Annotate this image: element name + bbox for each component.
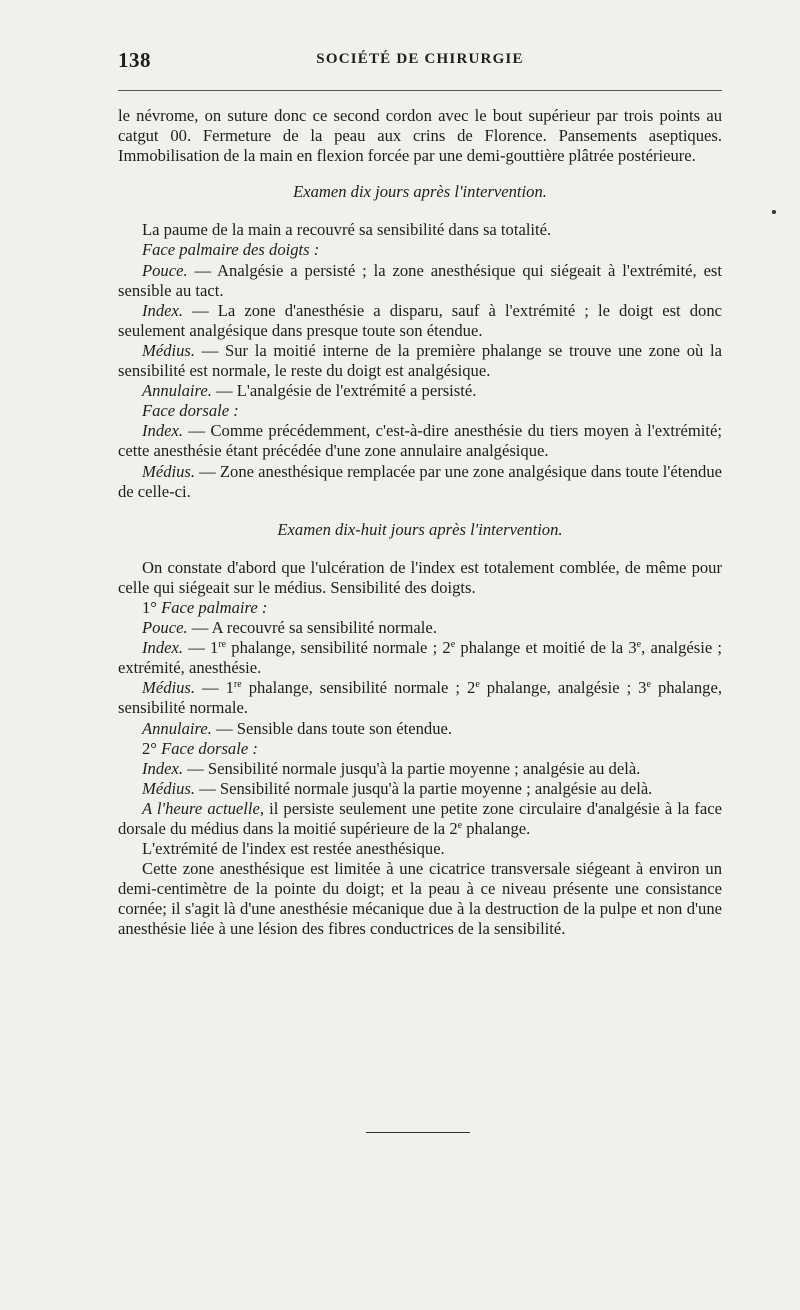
ordinal-suffix: e — [636, 639, 642, 651]
finger-entry-medius — [118, 341, 722, 381]
paragraph: On constate d'abord que l'ulcération de l'index est totalement comblée, de même pour celle qui siégeait sur le médius. Sensibilité des doigts. — [118, 557, 722, 597]
subheading-palmar — [118, 240, 722, 260]
finger-text: — Sensibilité normale jusqu'à la partie moyenne ; analgésie au delà. — [183, 758, 641, 778]
finger-label: Pouce. — [142, 618, 188, 638]
emphasis-label: A l'heure actuelle, — [142, 798, 265, 818]
finger-text: — Zone anesthésique remplacée par une zone analgésique dans toute l'étendue de celle-ci. — [118, 461, 722, 501]
finger-entry-pouce — [118, 261, 722, 301]
finger-text: phalange, sensibilité normale. — [118, 678, 722, 718]
finger-entry-medius-dorsal — [118, 779, 722, 799]
subheading-dorsal — [118, 739, 722, 759]
page-number: 138 — [118, 48, 151, 72]
finger-entry-index-dorsal — [118, 421, 722, 461]
ordinal-suffix: e — [646, 679, 651, 691]
finger-text: — 1 — [183, 638, 219, 658]
page-header — [118, 48, 722, 76]
finger-entry-index — [118, 638, 722, 678]
finger-label: Index. — [142, 300, 183, 320]
paragraph: La paume de la main a recouvré sa sensibilité dans sa totalité. — [142, 220, 552, 240]
finger-text: — Comme précédemment, c'est-à-dire anesthésie du tiers moyen à l'extrémité; cette anesthésie étant précédée d'une zone annulaire analgésique. — [118, 421, 722, 461]
finger-entry-index-dorsal — [118, 759, 722, 779]
paragraph-text: il persiste seulement une petite zone circulaire d'analgésie à la face dorsale du médius dans la moitié supérieure de la 2 — [118, 798, 722, 838]
finger-text: — A recouvré sa sensibilité normale. — [187, 618, 437, 638]
subheading-dorsal — [118, 401, 722, 421]
header-rule — [118, 90, 722, 91]
finger-label: Index. — [142, 421, 183, 441]
finger-label: Index. — [142, 758, 183, 778]
paragraph: L'extrémité de l'index est restée anesthésique. — [142, 839, 445, 859]
finger-text: — La zone d'anesthésie a disparu, sauf à l'extrémité ; le doigt est donc seulement analgésique dans presque toute son étendue. — [118, 300, 722, 340]
margin-speck — [772, 210, 776, 214]
finger-text: — Sensible dans toute son étendue. — [211, 718, 453, 738]
finger-text: phalange, sensibilité normale ; 2 — [226, 638, 451, 658]
finger-label: Index. — [142, 638, 183, 658]
finger-entry-medius-dorsal — [118, 462, 722, 502]
finger-text: — Sur la moitié interne de la première phalange se trouve une zone où la sensibilité est normale, le reste du doigt est analgésique. — [118, 340, 722, 381]
finger-entry-medius — [118, 678, 722, 718]
subheading-number: 2° — [142, 738, 157, 758]
subheading-palmar — [118, 598, 722, 618]
finger-text: phalange, analgésie ; 3 — [479, 678, 647, 698]
finger-label: Pouce. — [142, 260, 188, 280]
finger-label: Annulaire. — [142, 381, 212, 401]
running-head: SOCIÉTÉ DE CHIRURGIE — [316, 51, 524, 67]
finger-entry-pouce — [118, 618, 722, 638]
end-rule — [366, 1132, 470, 1133]
finger-text: phalange et moitié de la 3 — [455, 638, 637, 658]
finger-text: — L'analgésie de l'extrémité a persisté. — [211, 381, 477, 401]
subheading-text: Face palmaire : — [161, 597, 268, 617]
paragraph-text: phalange. — [462, 819, 531, 838]
section-heading-ten-days: Examen dix jours après l'intervention. — [293, 182, 547, 202]
finger-entry-index — [118, 301, 722, 341]
ordinal-suffix: e — [450, 639, 456, 651]
paragraph-continuation: le névrome, on suture donc ce second cordon avec le bout supérieur par trois points au catgut 00. Fermeture de la peau aux crins de Florence. Pansements aseptiques. Immobilisation de la main en flexion forcée par une demi-gouttière plâtrée postérieure. — [118, 106, 722, 166]
finger-entry-annulaire — [118, 719, 722, 739]
finger-text: — Sensibilité normale jusqu'à la partie moyenne ; analgésie au delà. — [195, 778, 653, 798]
ordinal-suffix: re — [233, 679, 242, 691]
ordinal-suffix: re — [218, 639, 227, 651]
subheading-text: Face dorsale : — [161, 738, 258, 758]
subheading-number: 1° — [142, 597, 157, 617]
finger-entry-annulaire — [118, 381, 722, 401]
finger-label: Médius. — [142, 678, 195, 698]
paragraph-current-state — [118, 799, 722, 839]
finger-text: phalange, sensibilité normale ; 2 — [241, 678, 476, 698]
finger-label: Annulaire. — [142, 718, 212, 738]
body-text — [118, 106, 722, 940]
finger-label: Médius. — [142, 340, 195, 360]
finger-text: — Analgésie a persisté ; la zone anesthésique qui siégeait à l'extrémité, est sensible au tact. — [118, 260, 722, 300]
finger-text: — 1 — [195, 678, 234, 698]
subheading-text: Face palmaire des doigts : — [142, 240, 320, 260]
finger-text: , analgésie ; extrémité, anesthésie. — [118, 638, 722, 678]
ordinal-suffix: e — [475, 679, 480, 691]
subheading-text: Face dorsale : — [142, 401, 239, 421]
finger-label: Médius. — [142, 778, 195, 798]
finger-label: Médius. — [142, 461, 195, 481]
section-heading-eighteen-days: Examen dix-huit jours après l'intervention. — [277, 519, 563, 539]
paragraph-conclusion: Cette zone anesthésique est limitée à une cicatrice transversale siégeant à environ un demi-centimètre de la pointe du doigt; et la peau à ce niveau présente une consistance cornée; il s'agit là d'une anesthésie mécanique due à la destruction de la pulpe et non d'une anesthésie liée à une lésion des fibres conductrices de la sensibilité. — [118, 859, 722, 939]
ordinal-suffix: e — [457, 820, 463, 831]
